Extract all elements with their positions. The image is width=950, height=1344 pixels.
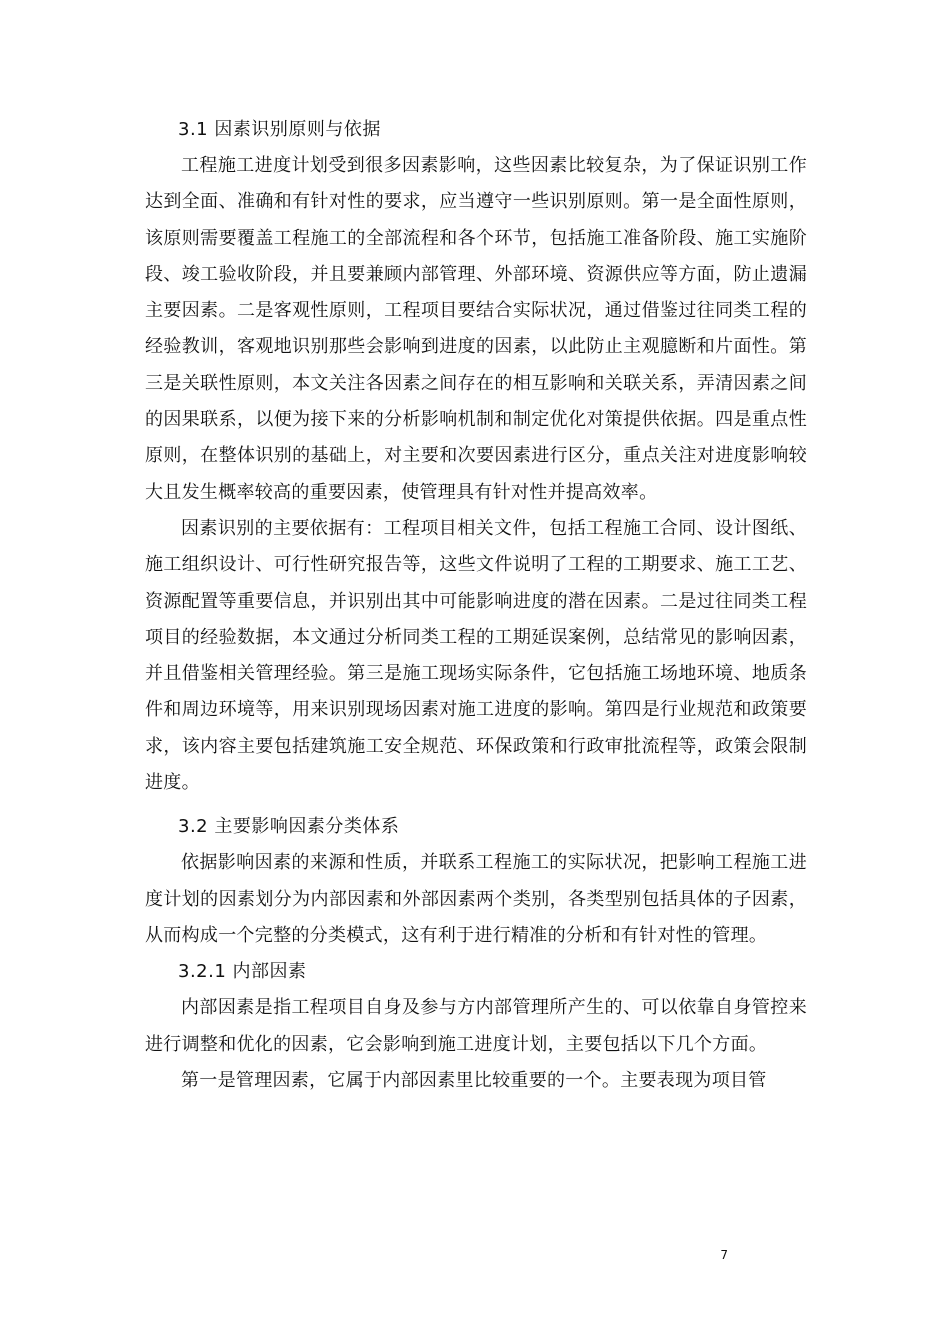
page-number: 7 xyxy=(720,1248,728,1262)
paragraph-classification-system: 依据影响因素的来源和性质，并联系工程施工的实际状况，把影响工程施工进度计划的因素划分为内部因素和外部因素两个类别，各类型别包括具体的子因素，从而构成一个完整的分类模式，这有利于进行精准的分析和有针对性的管理。 xyxy=(145,852,807,946)
section-heading-3-2-1: 3.2.1 内部因素 xyxy=(178,961,307,983)
paragraph-internal-factors-definition: 内部因素是指工程项目自身及参与方内部管理所产生的、可以依靠自身管控来进行调整和优化的因素，它会影响到施工进度计划，主要包括以下几个方面。 xyxy=(145,997,807,1055)
section-heading-3-1: 3.1 因素识别原则与依据 xyxy=(178,119,381,140)
page-body xyxy=(145,112,807,1099)
paragraph-identification-principles: 工程施工进度计划受到很多因素影响，这些因素比较复杂，为了保证识别工作达到全面、准确和有针对性的要求，应当遵守一些识别原则。第一是全面性原则，该原则需要覆盖工程施工的全部流程和各个环节，包括施工准备阶段、施工实施阶段、竣工验收阶段，并且要兼顾内部管理、外部环境、资源供应等方面，防止遗漏主要因素。二是客观性原则，工程项目要结合实际状况，通过借鉴过往同类工程的经验教训，客观地识别那些会影响到进度的因素，以此防止主观臆断和片面性。第三是关联性原则，本文关注各因素之间存在的相互影响和关联关系，弄清因素之间的因果联系，以便为接下来的分析影响机制和制定优化对策提供依据。四是重点性原则，在整体识别的基础上，对主要和次要因素进行区分，重点关注对进度影响较大且发生概率较高的重要因素，使管理具有针对性并提高效率。 xyxy=(145,155,807,503)
paragraph-management-factors: 第一是管理因素，它属于内部因素里比较重要的一个。主要表现为项目管 xyxy=(181,1069,767,1091)
section-heading-3-2: 3.2 主要影响因素分类体系 xyxy=(178,816,400,838)
paragraph-identification-basis: 因素识别的主要依据有：工程项目相关文件，包括工程施工合同、设计图纸、施工组织设计、可行性研究报告等，这些文件说明了工程的工期要求、施工工艺、资源配置等重要信息，并识别出其中可能影响进度的潜在因素。二是过往同类工程项目的经验数据，本文通过分析同类工程的工期延误案例，总结常见的影响因素，并且借鉴相关管理经验。第三是施工现场实际条件，它包括施工场地环境、地质条件和周边环境等，用来识别现场因素对施工进度的影响。第四是行业规范和政策要求，该内容主要包括建筑施工安全规范、环保政策和行政审批流程等，政策会限制进度。 xyxy=(145,517,807,794)
